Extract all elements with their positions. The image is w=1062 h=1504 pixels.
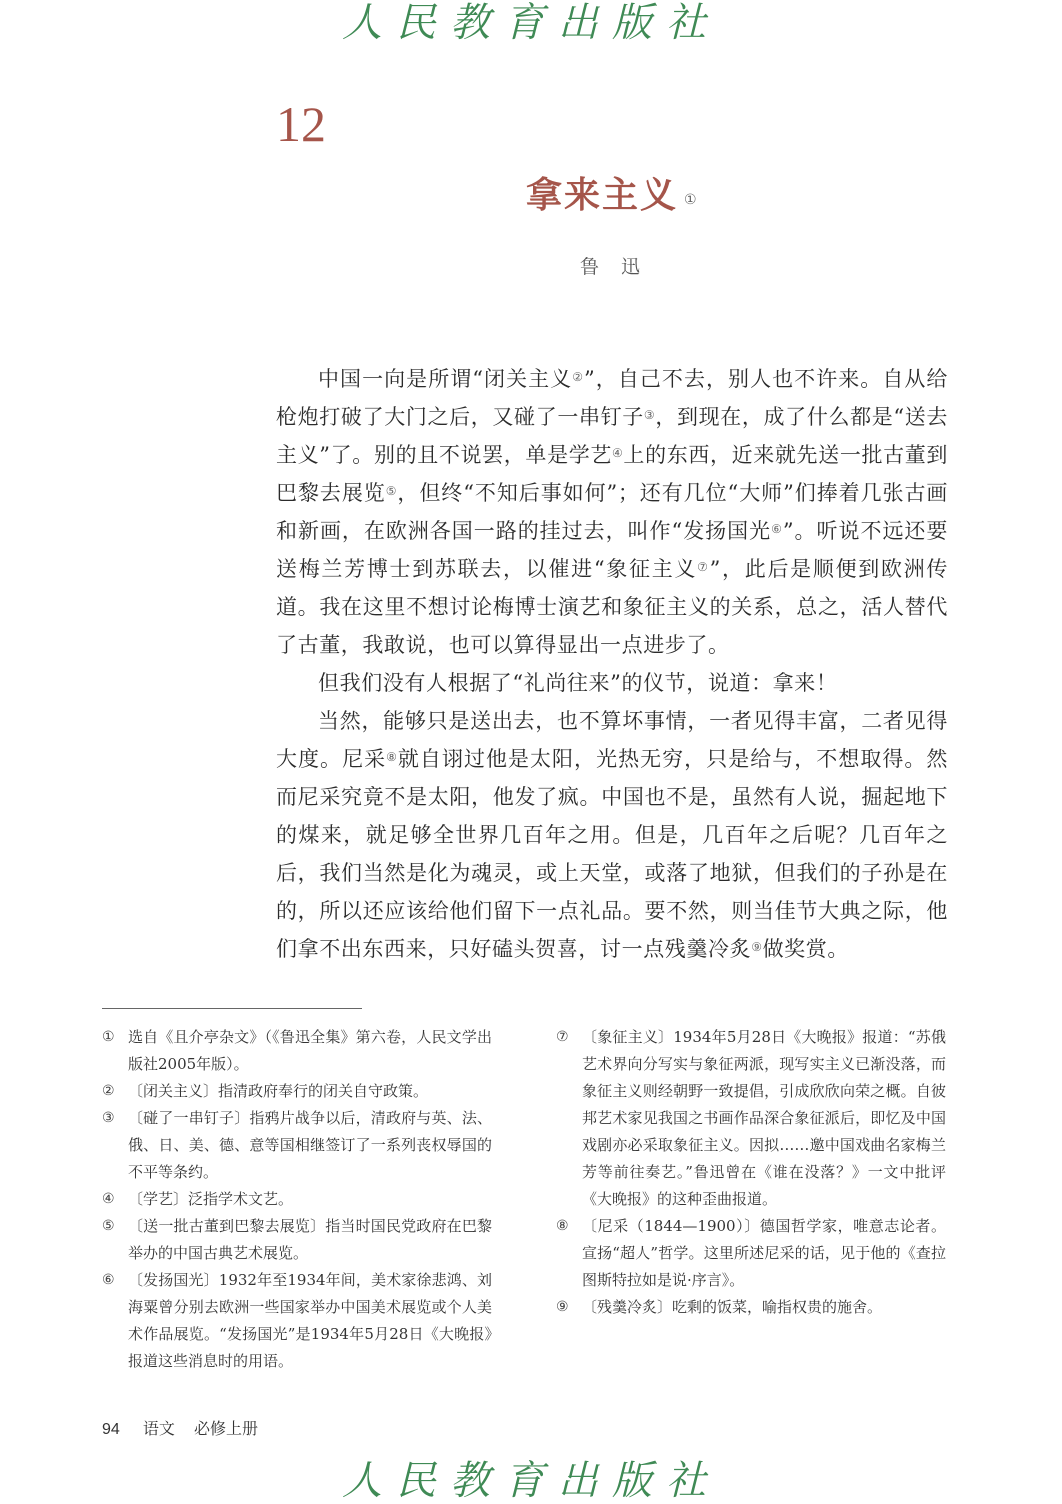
footnote-mark: ⑤: [102, 1218, 115, 1234]
page-title: [526, 172, 699, 220]
footnote-text: 〔象征主义〕1934年5月28日《大晚报》报道：“苏俄艺术界向分写实与象征两派，现写实主义已渐没落，而象征主义则经朝野一致提倡，引成欣欣向荣之概。自彼邦艺术家见我国之书画作品深合象征派后，即忆及中国戏剧亦必采取象征主义。因拟……邀中国戏曲名家梅兰芳等前往奏艺。”鲁迅曾在《谁在没落？》一文中批评《大晚报》的这种歪曲报道。: [582, 1028, 946, 1208]
footer-subject: 语文: [142, 1419, 175, 1438]
footnote: [102, 1078, 492, 1105]
publisher-watermark-bottom: 人民教育出版社: [342, 1458, 720, 1504]
publisher-watermark-top: 人民教育出版社: [342, 0, 720, 46]
footnote-text: 〔送一批古董到巴黎去展览〕指当时国民党政府在巴黎举办的中国古典艺术展览。: [128, 1217, 492, 1262]
author-name: 鲁迅: [580, 256, 663, 278]
body-text: [276, 360, 948, 968]
footnote-ref[interactable]: ⑥: [771, 522, 783, 536]
footnote-ref[interactable]: ③: [643, 408, 656, 422]
body-text-segment: ，到现在，成了什么都是“送去主义”了。别的且不说罢，单是学艺: [276, 405, 949, 467]
lesson-number: 12: [276, 96, 326, 152]
footnote: [556, 1024, 946, 1213]
body-text-segment: ，但终“不知后事如何”；还有几位“大师”们捧着几张古画和新画，在欧洲各国一路的挂过去，叫作“发扬国光: [276, 481, 949, 543]
footnote-text: 〔残羹冷炙〕吃剩的饭菜，喻指权贵的施舍。: [582, 1298, 883, 1316]
footnote: [556, 1213, 946, 1294]
body-text-segment: ”。听说不远还要送梅兰芳博士到苏联去，以催进“象征主义: [276, 519, 948, 581]
footnote: [102, 1267, 492, 1375]
page-number: 94: [102, 1421, 120, 1438]
footnote-ref[interactable]: ④: [612, 446, 624, 460]
footnote-mark: ②: [102, 1083, 115, 1099]
footnote-mark: ⑥: [102, 1272, 115, 1288]
footnotes-left-column: [102, 1024, 492, 1375]
footnote-ref[interactable]: ⑧: [386, 750, 398, 764]
footnote-mark: ④: [102, 1191, 115, 1207]
footnote-text: 〔尼采（1844—1900）〕德国哲学家，唯意志论者。宣扬“超人”哲学。这里所述尼采的话，见于他的《查拉图斯特拉如是说·序言》。: [582, 1217, 946, 1289]
body-text-segment: 但我们没有人根据了“礼尚往来”的仪节，说道：拿来！: [318, 671, 838, 695]
body-paragraph: [276, 664, 948, 702]
footnote: [102, 1186, 492, 1213]
footnote-ref[interactable]: ⑤: [385, 484, 398, 498]
title-text: 拿来主义: [526, 175, 679, 216]
footnote-text: 〔学艺〕泛指学术文艺。: [128, 1190, 294, 1208]
body-text-segment: 上的东西，近来就先送一批古董到巴黎去展览: [276, 443, 949, 505]
footnote-text: 〔闭关主义〕指清政府奉行的闭关自守政策。: [128, 1082, 429, 1100]
footnote-ref[interactable]: ②: [572, 370, 585, 384]
footnote-ref[interactable]: ⑨: [751, 940, 763, 954]
footnote-text: 〔碰了一串钉子〕指鸦片战争以后，清政府与英、法、俄、日、美、德、意等国相继签订了一系列丧权辱国的不平等条约。: [128, 1109, 492, 1181]
footnote-mark: ⑧: [556, 1218, 569, 1234]
body-paragraph: [276, 702, 948, 968]
footnote-text: 〔发扬国光〕1932年至1934年间，美术家徐悲鸿、刘海粟曾分别去欧洲一些国家举办中国美术展览或个人美术作品展览。“发扬国光”是1934年5月28日《大晚报》报道这些消息时的用语。: [128, 1271, 492, 1370]
body-text-segment: 当然，能够只是送出去，也不算坏事情，一者见得丰富，二者见得大度。尼采: [276, 709, 948, 771]
body-text-segment: ”，自己不去，别人也不许来。自从给枪炮打破了大门之后，又碰了一串钉子: [276, 367, 949, 429]
body-text-segment: ”，此后是顺便到欧洲传道。我在这里不想讨论梅博士演艺和象征主义的关系，总之，活人替代了古董，我敢说，也可以算得显出一点进步了。: [276, 557, 948, 657]
footnote-divider: [102, 1008, 362, 1009]
body-text-segment: 中国一向是所谓“闭关主义: [318, 367, 573, 391]
body-paragraph: [276, 360, 948, 664]
footnote-mark: ①: [102, 1029, 115, 1045]
footnote-mark: ⑦: [556, 1029, 569, 1045]
footnote: [102, 1024, 492, 1078]
footnote-ref[interactable]: ⑦: [697, 560, 710, 574]
page-footer: [102, 1416, 258, 1439]
footnote: [556, 1294, 946, 1321]
footer-volume: 必修上册: [194, 1419, 259, 1438]
body-text-segment: 做奖赏。: [762, 937, 849, 961]
body-text-segment: 就自诩过他是太阳，光热无穷，只是给与，不想取得。然而尼采究竟不是太阳，他发了疯。中国也不是，虽然有人说，掘起地下的煤来，就足够全世界几百年之用。但是，几百年之后呢？几百年之后，我们当然是化为魂灵，或上天堂，或落了地狱，但我们的子孙是在的，所以还应该给他们留下一点礼品。要不然，则当佳节大典之际，他们拿不出东西来，只好磕头贺喜，讨一点残羹冷炙: [276, 747, 949, 961]
footnote: [102, 1105, 492, 1186]
title-footnote-ref[interactable]: ①: [684, 192, 699, 208]
footnotes-right-column: [556, 1024, 946, 1321]
footnote-mark: ⑨: [556, 1299, 569, 1315]
footnote: [102, 1213, 492, 1267]
footnote-mark: ③: [102, 1110, 115, 1126]
footnote-text: 选自《且介亭杂文》（《鲁迅全集》第六卷，人民文学出版社2005年版）。: [128, 1028, 492, 1073]
